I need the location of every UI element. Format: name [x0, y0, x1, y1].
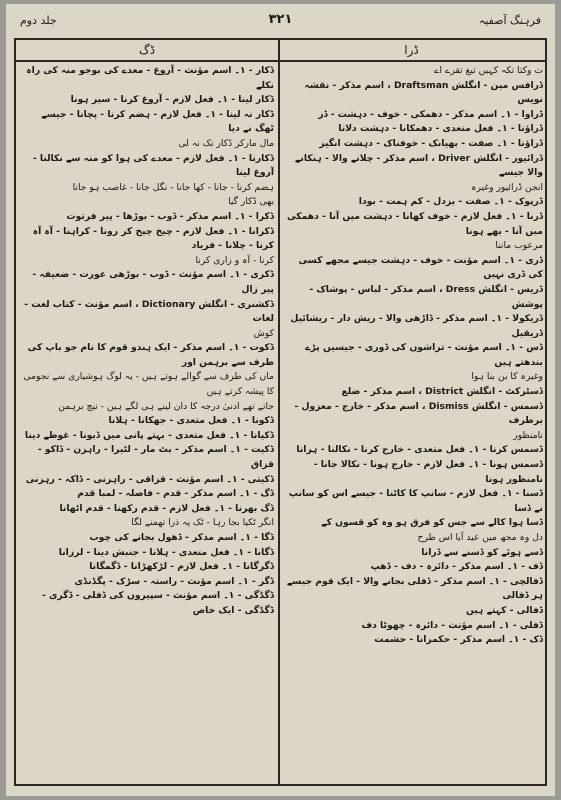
dictionary-entry: ڈسمس کرنا - ۱۔ فعل متعدی - خارج کرنا - نکالنا - ہرانا [296, 444, 543, 456]
dictionary-entry: ڈف - ۱۔ اسم مذکر - دائرہ - دف - ڈھپ [370, 561, 543, 573]
dictionary-entry: ڈسا ہوا کالے سے جس کو فرق ہو وہ کو قسوں کے [321, 517, 543, 529]
dictionary-entry: بھی ڈکار گیا [228, 196, 274, 208]
dictionary-entry: ڈریس - انگلش Dress ، اسم مذکر - لباس - پوشاک - پوشش [309, 283, 543, 310]
dictionary-entry: ہضم کرنا - جانا - کھا جانا - نگل جانا - غاصب ہو جانا [72, 181, 274, 193]
dictionary-entry: وغیرہ کا بن بنا ہوا [471, 371, 543, 383]
dictionary-entry: دل وہ مجھ میں عید آیا اس طرح [417, 532, 543, 543]
dictionary-entry: ڈسنا - ۱۔ فعل لازم - سانپ کا کاٹنا - جیسے اس کو سانپ نے ڈسا [288, 488, 543, 514]
dictionary-entry: ڈگر - ۱۔ اسم مؤنث - راستہ - سڑک - پگڈنڈی [74, 575, 274, 587]
dictionary-entry: ڈگا - ۱۔ اسم مذکر - ڈھول بجانے کی چوب [89, 532, 274, 543]
right-column [284, 64, 543, 778]
dictionary-entry: ڈگرگانا - ۱۔ فعل لازم - لڑکھڑانا - ڈگمگانا [89, 561, 274, 573]
dictionary-entry: ڈکار نہ لینا - ۱۔ فعل لازم - ہضم کرنا - پچانا - جیسے ٹھگ نے دیا [41, 108, 274, 135]
dictionary-entry: ڈریقیل [511, 327, 543, 339]
dictionary-entry: ڈسمس - انگلش Dismiss ، اسم مذکر - خارج - معزول - برطرف [294, 400, 543, 427]
column-divider [278, 40, 280, 784]
dictionary-entry: ڈکیتی - ۱۔ اسم مؤنث - قزاقی - راہزنی - ڈاکہ - رہزنی [25, 473, 274, 485]
page-number: ۳۲۱ [268, 12, 293, 27]
dictionary-entry: ڈسٹرکٹ - انگلش District ، اسم مذکر - ضلع [341, 386, 543, 398]
dictionary-entry: ڈکوت - ۱۔ اسم مذکر - ایک ہندو قوم کا نام جو باپ کی طرف سے برہمن اور [27, 342, 274, 368]
dictionary-entry: ڈکونا - ۱۔ فعل متعدی - جھکانا - ہلانا [108, 415, 274, 427]
dictionary-entry: ڈکار لینا - ۱۔ فعل لازم - آروغ کرنا - سیر ہونا [70, 94, 274, 106]
dictionary-entry: ڈری - ۱۔ اسم مؤنث - خوف - دہشت جیسے مجھے کسی کی ڈری نہیں [298, 254, 543, 281]
dictionary-entry: انگر ٹکیا بجا رہا - ٹک پہ ذرا تھمنے لگا [131, 517, 274, 529]
dictionary-entry: ڈگڈگی - ۱۔ اسم مؤنث - سپیروں کی ڈفلی - ڈگری - ڈگڈگی - ایک خاص [42, 590, 274, 616]
dictionary-entry: ڈراوا - ۱۔ اسم مذکر - دھمکی - خوف - دہشت - ڈر [318, 108, 543, 120]
dictionary-entry: ڈرپوک - ۱۔ صفت - بزدل - کم ہمت - بودا [358, 196, 543, 208]
right-column-heading: ڈرا [278, 40, 545, 62]
dictionary-entry: ڈرنا - ۱۔ فعل لازم - خوف کھانا - دہشت میں آنا - دھمکی میں آنا - بھے ہونا [286, 210, 543, 237]
dictionary-entry: مرعوب ماننا [495, 240, 543, 252]
left-column [20, 64, 274, 778]
dictionary-entry: ڈکری - ۱۔ اسم مؤنث - ڈوب - بوڑھی عورت - ضعیفہ - پیر زال [32, 269, 274, 295]
dictionary-entry: ڈگ - ۱۔ اسم مذکر - قدم - فاصلہ - لمبا قدم [77, 488, 274, 500]
dictionary-entry: ڈرائیور - انگلش Driver ، اسم مذکر - چلانے والا - ہنکانے والا جیسے [295, 152, 543, 179]
document-page [6, 4, 555, 796]
dictionary-entry: ڈفالچی - ۱۔ اسم مذکر - ڈفلی بجانے والا - ایک قوم جیسے ہر ڈفالی [286, 575, 543, 602]
dictionary-entry: ڈکرا - ۱۔ اسم مذکر - ڈوب - بوڑھا - پیر فرتوت [66, 210, 274, 222]
dictionary-entry: ڈفلی - ۱۔ اسم مؤنث - دائرہ - چھوٹا دف [361, 619, 543, 631]
dictionary-entry: ڈکارنا - ۱۔ فعل لازم - معدے کی ہوا کو منہ سے نکالنا - آروغ لینا [32, 152, 274, 179]
dictionary-entry: کرنا - آہ و زاری کرنا [195, 254, 274, 266]
page-header [16, 12, 545, 32]
dictionary-entry: ماں کی طرف سے گوالے ہوتے ہیں - یہ لوگ ہوشیاری سے نجومی کا پیشہ کرتے ہیں [23, 371, 274, 398]
dictionary-entry: ڈراؤنا - ۱۔ فعل متعدی - دھمکانا - دہشت دلانا [338, 123, 543, 135]
dictionary-entry: ت وکتا تکہ کہیں تیغ تقرے اے [434, 65, 543, 76]
dictionary-entry: مال مارکر ڈکار تک نہ لی [178, 137, 274, 149]
dictionary-entry: ڈگانا - ۱۔ فعل متعدی - ہلانا - جنبش دینا - لرزانا [58, 546, 274, 558]
left-column-heading: ڈگ [16, 40, 278, 62]
dictionary-entry: ڈس - ۱۔ اسم مؤنث - تراشوں کی ڈوری - جیسیں پڑے بندھتے ہیں [305, 342, 543, 368]
dictionary-entry: ڈکرانا - ۱۔ فعل لازم - چیخ چیخ کر رونا - کراہنا - آہ آہ کرنا - چلانا - فریاد [32, 225, 274, 252]
dictionary-entry: ڈکار - ۱۔ اسم مؤنث - آروغ - معدے کی بوجو منہ کی راہ نکلے [26, 65, 274, 91]
page-frame [14, 38, 547, 786]
dictionary-entry: ڈگ بھرنا - ۱۔ فعل لازم - قدم رکھنا - قدم اٹھانا [59, 502, 274, 514]
dictionary-entry: جاتے تھے ادنیٰ درجہ کا دان لینے ہی لگے ہیں - نیچ برہمن [58, 400, 274, 412]
dictionary-entry: ڈکیانا - ۱۔ فعل متعدی - بہتے پانی میں ڈبونا - غوطے دینا [24, 429, 274, 441]
dictionary-entry: ڈسمس ہونا - ۱۔ فعل لازم - خارج ہونا - نکالا جانا - نامنظور ہونا [313, 459, 543, 485]
dictionary-entry: ڈک - ۱۔ اسم مذکر - حکمرانا - حشمت [374, 634, 543, 646]
dictionary-entry: ڈسے ہوئے کو ڈسنے سے ڈرانا [421, 546, 543, 558]
dictionary-entry: ڈراؤنا - ۱۔ صفت - بھیانک - خوفناک - دہشت انگیز [319, 137, 543, 149]
dictionary-entry: ڈرافس مین - انگلش Draftsman ، اسم مذکر - نقشہ نویس [304, 79, 543, 106]
dictionary-entry: ڈکیت - ۱۔ اسم مذکر - بٹ مار - لٹیرا - راہزن - ڈاکو - قزاق [37, 444, 274, 471]
volume-label: جلد دوم [20, 14, 57, 27]
dictionary-entry: ڈریکولا - ۱۔ اسم مذکر - ڈاڑھی والا - ریش دار - ریشائیل [290, 313, 543, 325]
dictionary-entry: نامنظور [513, 429, 543, 441]
dictionary-entry: ڈکشنری - انگلش Dictionary ، اسم مؤنث - کتاب لغت - لغات [24, 298, 274, 325]
dictionary-entry: ڈفالی - کہتے ہیں [466, 604, 543, 616]
book-title: فرہنگ آصفیہ [478, 14, 541, 27]
dictionary-entry: انجن ڈرائیور وغیرہ [471, 181, 543, 193]
dictionary-entry: کوش [253, 327, 274, 339]
